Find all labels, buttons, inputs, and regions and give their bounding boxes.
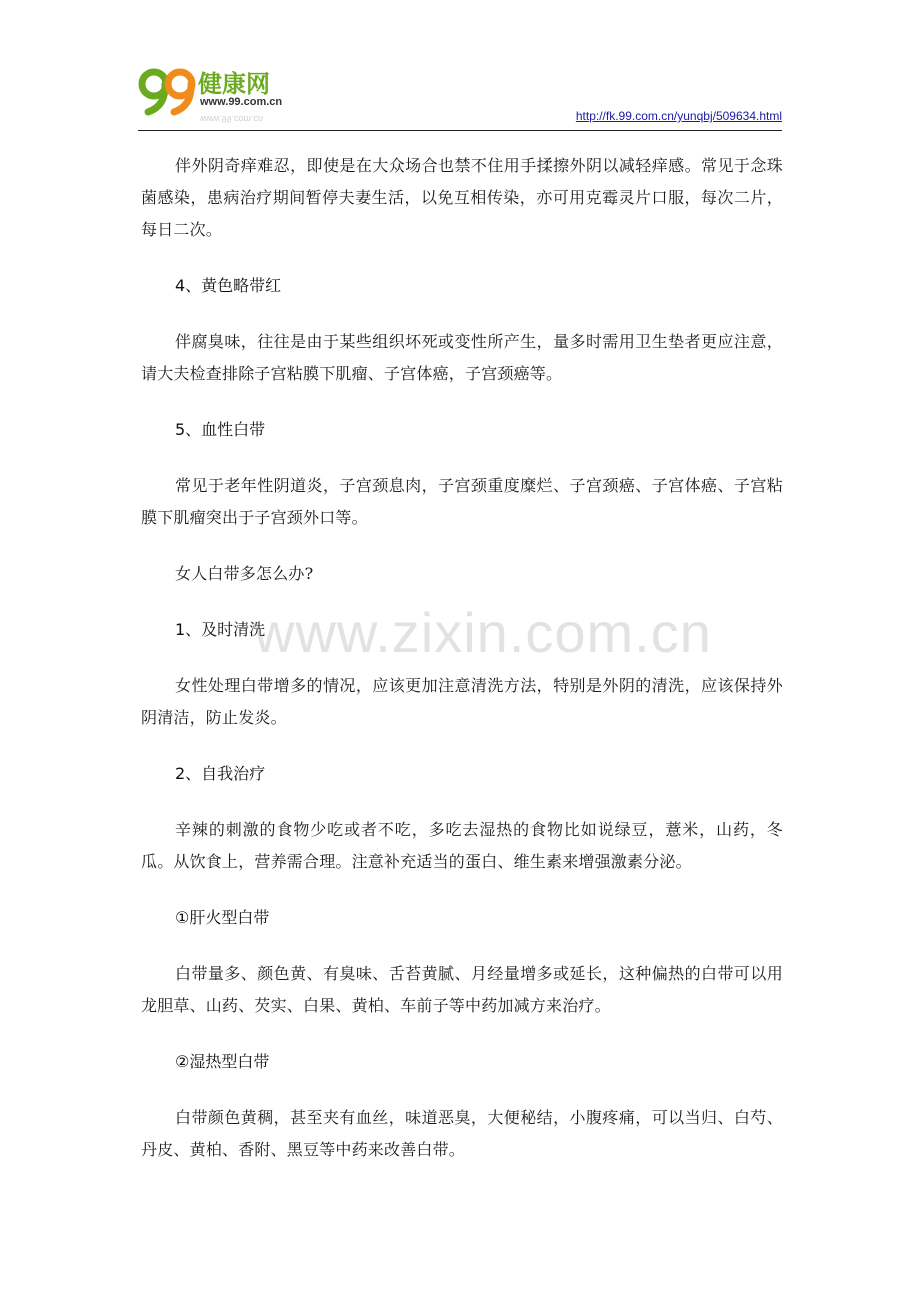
section-heading: 1、及时清洗 (175, 620, 266, 639)
section-heading: ②湿热型白带 (175, 1052, 270, 1071)
section-heading: 5、血性白带 (175, 420, 266, 439)
article-body (141, 150, 783, 1190)
paragraph: 女人白带多怎么办? (175, 564, 314, 583)
header-divider (138, 130, 782, 131)
logo-url-text: www.99.com.cn (200, 96, 283, 108)
paragraph: 辛辣的刺激的食物少吃或者不吃，多吃去湿热的食物比如说绿豆，薏米，山药，冬瓜。从饮食上，营养需合理。注意补充适当的蛋白、维生素来增强激素分泌。 (141, 820, 783, 871)
logo-99-mark (142, 72, 192, 112)
source-url-link[interactable]: http://fk.99.com.cn/yunqbj/509634.html (575, 109, 782, 123)
paragraph: 伴腐臭味，往往是由于某些组织坏死或变性所产生，量多时需用卫生垫者更应注意，请大夫检查排除子宫粘膜下肌瘤、子宫体癌，子宫颈癌等。 (141, 332, 783, 383)
paragraph: 女性处理白带增多的情况，应该更加注意清洗方法，特别是外阴的清洗，应该保持外阴清洁，防止发炎。 (141, 676, 783, 727)
section-heading: ①肝火型白带 (175, 908, 270, 927)
site-logo (138, 62, 313, 124)
page-header (138, 62, 782, 132)
paragraph: 伴外阴奇痒难忍，即使是在大众场合也禁不住用手揉擦外阴以减轻痒感。常见于念珠菌感染，患病治疗期间暂停夫妻生活，以免互相传染，亦可用克霉灵片口服，每次二片，每日二次。 (141, 156, 783, 239)
paragraph: 常见于老年性阴道炎，子宫颈息肉，子宫颈重度糜烂、子宫颈癌、子宫体癌、子宫粘膜下肌瘤突出于子宫颈外口等。 (141, 476, 783, 527)
paragraph: 白带量多、颜色黄、有臭味、舌苔黄腻、月经量增多或延长，这种偏热的白带可以用龙胆草、山药、芡实、白果、黄柏、车前子等中药加减方来治疗。 (141, 964, 783, 1015)
paragraph: 白带颜色黄稠，甚至夹有血丝，味道恶臭，大便秘结，小腹疼痛，可以当归、白芍、丹皮、黄柏、香附、黑豆等中药来改善白带。 (141, 1108, 783, 1159)
watermark-text: www.zixin.com.cn (254, 601, 712, 664)
logo-brand-text: 健康网 (198, 70, 270, 98)
section-heading: 4、黄色略带红 (175, 276, 282, 295)
logo-url-reflection: www.99.com.cn (200, 114, 264, 124)
section-heading: 2、自我治疗 (175, 764, 266, 783)
